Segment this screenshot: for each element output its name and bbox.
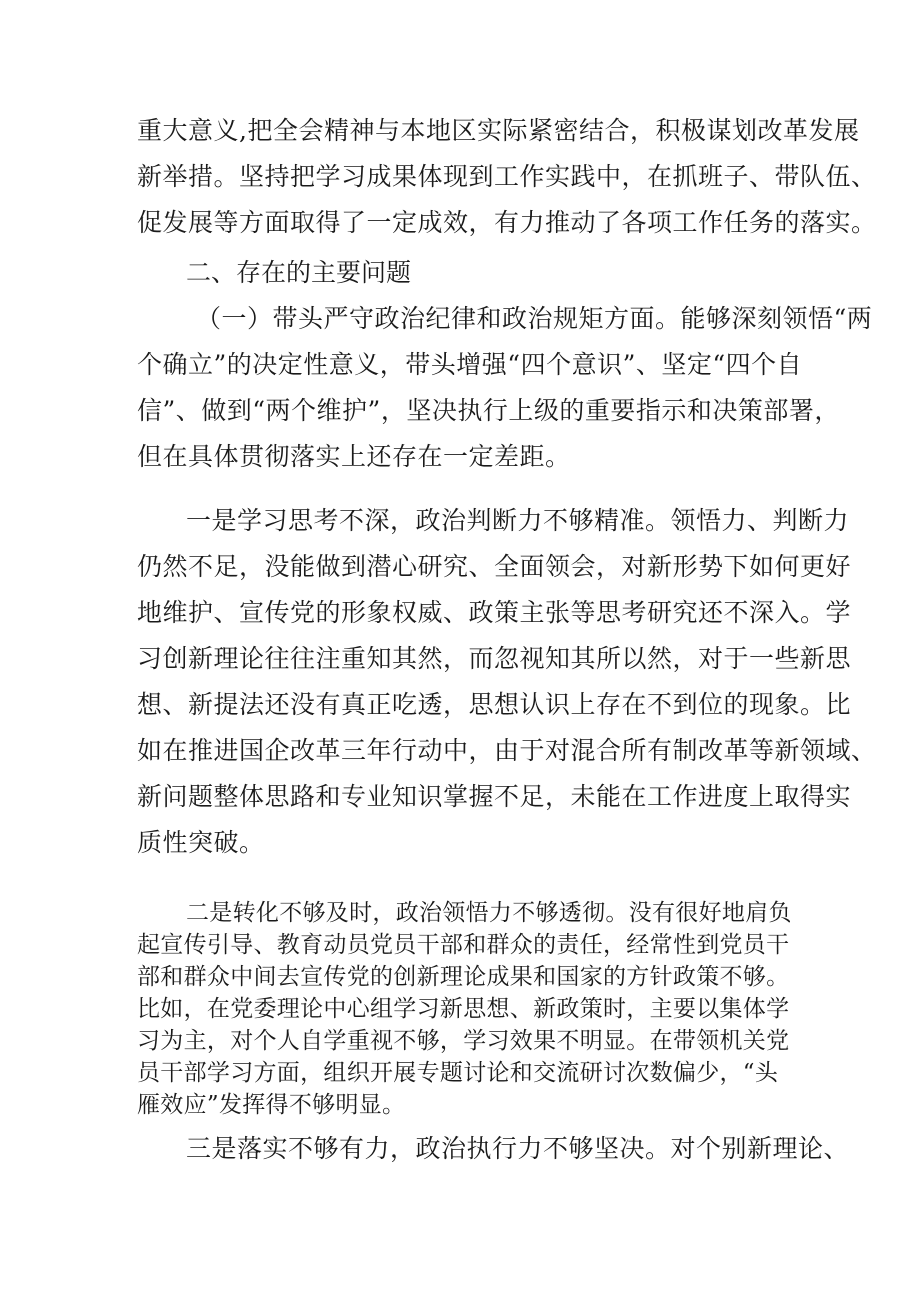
point1-line-5: 想、新提法还没有真正吃透，思想认识上存在不到位的现象。比 — [137, 690, 852, 719]
point2-line-6: 员干部学习方面，组织开展专题讨论和交流研讨次数偏少，“头 — [137, 1060, 779, 1086]
point1-line-4: 习创新理论往往注重知其然，而忽视知其所以然，对于一些新思 — [137, 644, 852, 673]
point2-line-1: 二是转化不够及时，政治领悟力不够透彻。没有很好地肩负 — [186, 900, 792, 926]
point3-line-1: 三是落实不够有力，政治执行力不够坚决。对个别新理论、 — [186, 1134, 850, 1163]
section-heading: 二、存在的主要问题 — [186, 258, 412, 287]
point2-line-2: 起宣传引导、教育动员党员干部和群众的责任，经常性到党员干 — [137, 932, 790, 958]
point2-line-3: 部和群众中间去宣传党的创新理论成果和国家的方针政策不够。 — [137, 964, 790, 990]
point1-line-6: 如在推进国企改革三年行动中，由于对混合所有制改革等新领域、 — [137, 736, 877, 765]
intro-line-2: 新举措。坚持把学习成果体现到工作实践中，在抓班子、带队伍、 — [137, 162, 877, 191]
point1-line-3: 地维护、宣传党的形象权威、政策主张等思考研究还不深入。学 — [137, 598, 852, 627]
point2-line-5: 习为主，对个人自学重视不够，学习效果不明显。在带领机关党 — [137, 1028, 790, 1054]
point1-line-7: 新问题整体思路和专业知识掌握不足，未能在工作进度上取得实 — [137, 782, 852, 811]
intro-line-1: 重大意义,把全会精神与本地区实际紧密结合，积极谋划改革发展 — [137, 116, 860, 145]
point1-line-8: 质性突破。 — [137, 828, 265, 857]
section1-line-2: 个确立”的决定性意义，带头增强“四个意识”、坚定“四个自 — [137, 350, 803, 379]
point1-line-2: 仍然不足，没能做到潜心研究、全面领会，对新形势下如何更好 — [137, 552, 852, 581]
point2-line-7: 雁效应”发挥得不够明显。 — [137, 1092, 406, 1118]
point1-line-1: 一是学习思考不深，政治判断力不够精准。领悟力、判断力 — [186, 506, 850, 535]
section1-line-3: 信”、做到“两个维护”，坚决执行上级的重要指示和决策部署， — [137, 396, 840, 425]
section1-line-4: 但在具体贯彻落实上还存在一定差距。 — [137, 442, 571, 471]
intro-line-3: 促发展等方面取得了一定成效，有力推动了各项工作任务的落实。 — [137, 208, 877, 237]
section1-line-1: （一）带头严守政治纪律和政治规矩方面。能够深刻领悟“两 — [196, 304, 873, 333]
point2-line-4: 比如，在党委理论中心组学习新思想、新政策时，主要以集体学 — [137, 996, 790, 1022]
